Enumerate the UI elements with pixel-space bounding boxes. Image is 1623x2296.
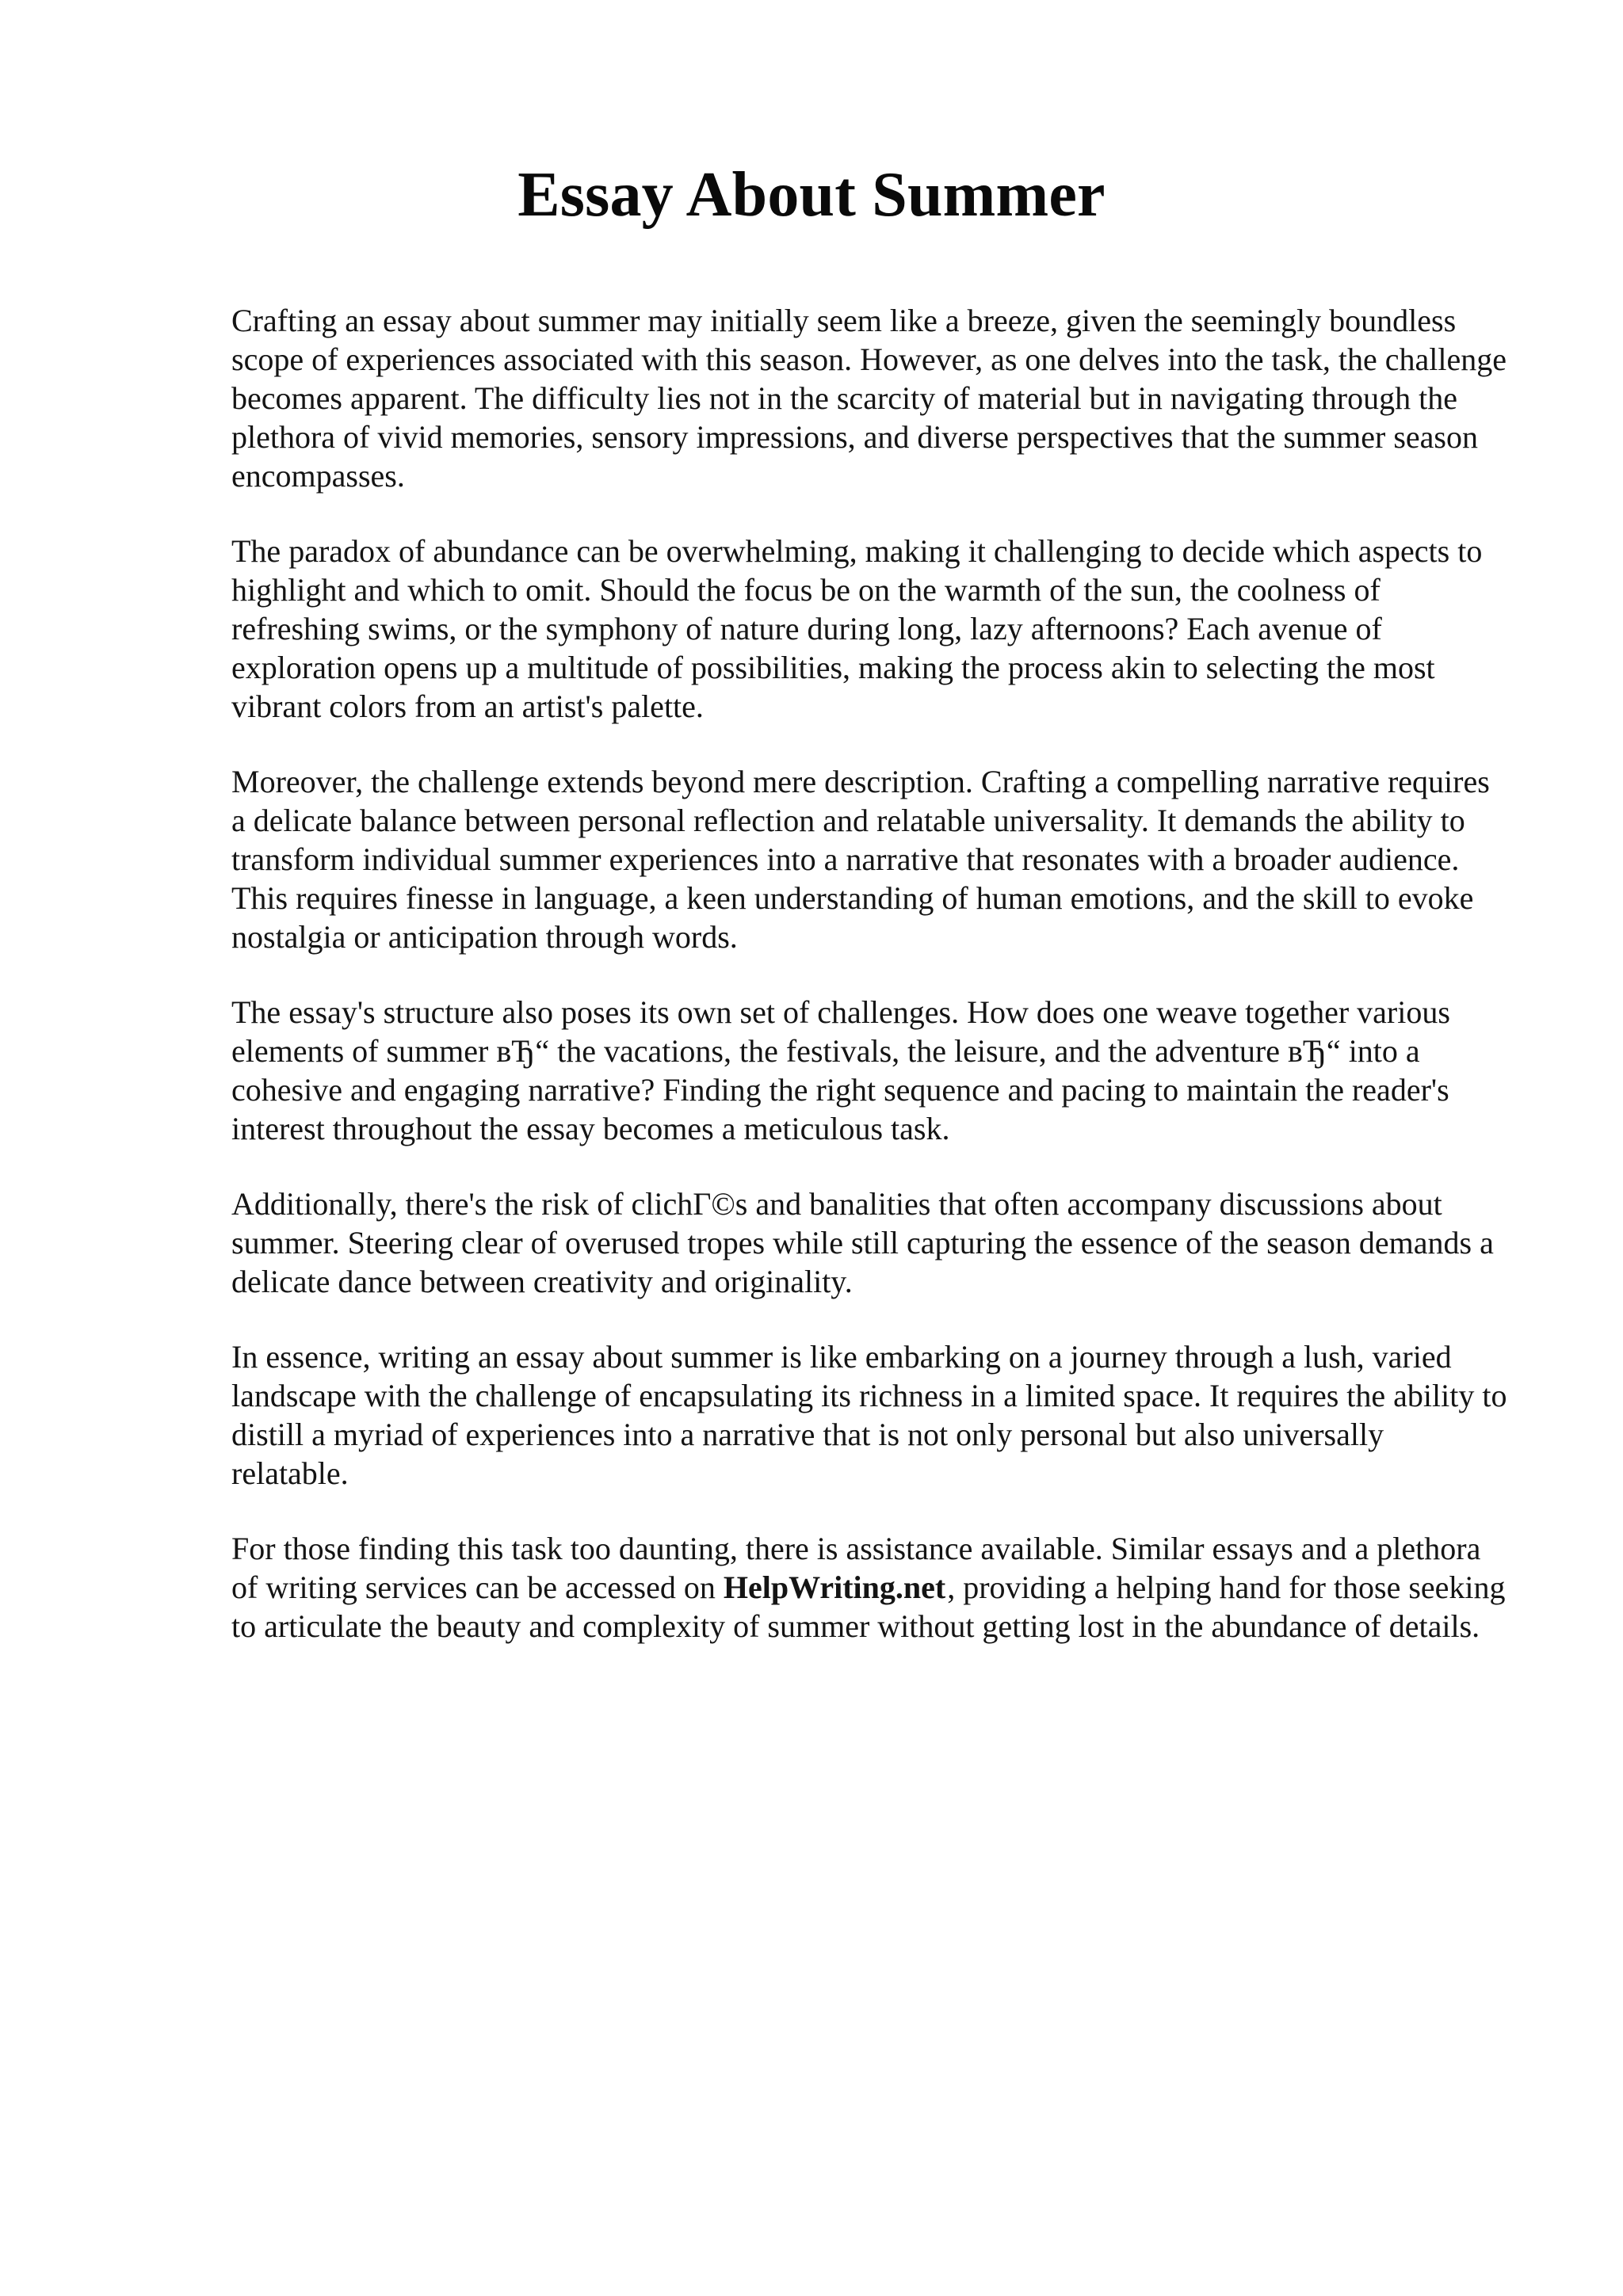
paragraph-2: The paradox of abundance can be overwhelming, making it challenging to decide which aspects to highlight and which to omit. Should the focus be on the warmth of the sun, the coolness of refreshing swims, or the symphony of nature during long, lazy afternoons? Each avenue of exploration opens up a multitude of possibilities, making the process akin to selecting the most vibrant colors from an artist's palette. — [231, 533, 1483, 724]
paragraph-4: The essay's structure also poses its own set of challenges. How does one weave together various elements of summer вЂ“ the vacations, the festivals, the leisure, and the adventure вЂ“ into a cohesive and engaging narrative? Finding the right sequence and pacing to maintain the reader's interest throughout the essay becomes a meticulous task. — [231, 994, 1450, 1146]
document-body — [231, 301, 1507, 1682]
paragraph-3: Moreover, the challenge extends beyond mere description. Crafting a compelling narrative requires a delicate balance between personal reflection and relatable universality. It demands the ability to transform individual summer experiences into a narrative that resonates with a broader audience. This requires finesse in language, a keen understanding of human emotions, and the skill to evoke nostalgia or anticipation through words. — [231, 764, 1490, 955]
document-title: Essay About Summer — [517, 160, 1106, 230]
paragraph-5: Additionally, there's the risk of clichГ©s and banalities that often accompany discussions about summer. Steering clear of overused tropes while still capturing the essence of the season demands a delicate dance between creativity and originality. — [231, 1186, 1494, 1299]
closing-text-before: For those finding this task too daunting, there is assistance available. Similar essays and a plethora of writing services can be accessed on — [231, 1531, 1481, 1605]
paragraph-1: Crafting an essay about summer may initially seem like a breeze, given the seemingly boundless scope of experiences associated with this season. However, as one delves into the task, the challenge becomes apparent. The difficulty lies not in the scarcity of material but in navigating through the plethora of vivid memories, sensory impressions, and diverse perspectives that the summer season encompasses. — [231, 303, 1507, 494]
paragraph-6: In essence, writing an essay about summer is like embarking on a journey through a lush, varied landscape with the challenge of encapsulating its richness in a limited space. It requires the ability to distill a myriad of experiences into a narrative that is not only personal but also universally relatable. — [231, 1339, 1507, 1491]
closing-text-after: , providing a helping hand for those seeking to articulate the beauty and complexity of summer without getting lost in the abundance of details. — [231, 1569, 1506, 1644]
paragraph-closing — [231, 1529, 1507, 1646]
helpwriting-link[interactable]: HelpWriting.net — [723, 1569, 946, 1605]
